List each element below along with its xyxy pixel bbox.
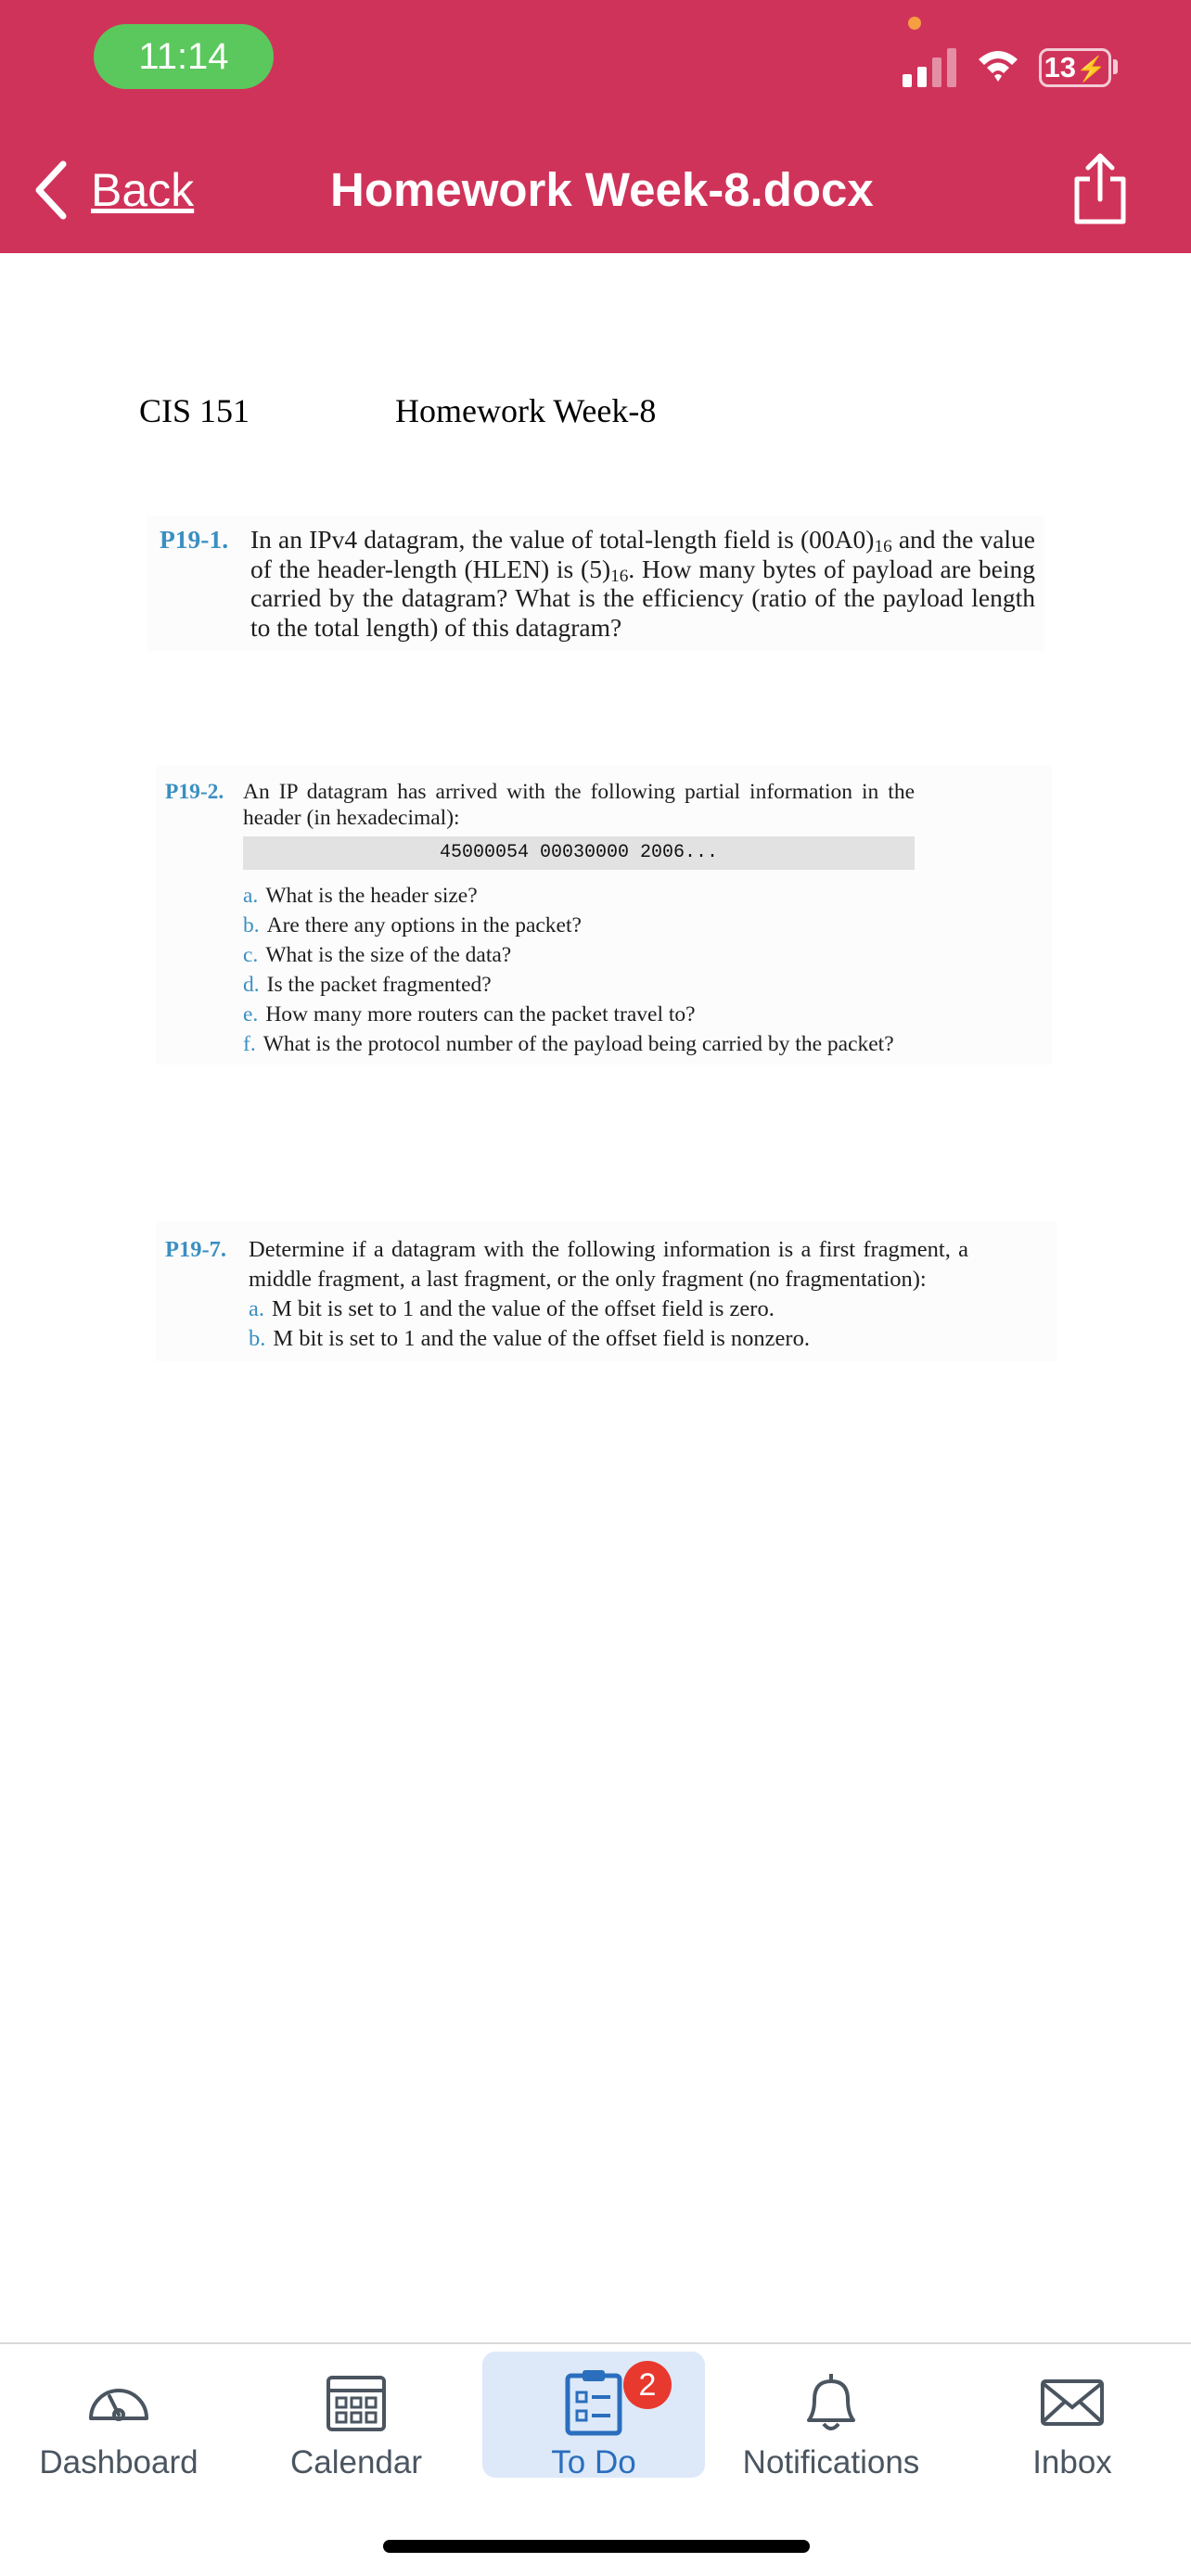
- tab-to-do[interactable]: [482, 2352, 705, 2478]
- wifi-icon: [977, 48, 1019, 85]
- bell-icon: [796, 2366, 866, 2437]
- course-code: CIS 151: [139, 392, 250, 429]
- problem-image-p19-1: [147, 516, 1044, 651]
- document-heading: Homework Week-8: [395, 392, 657, 429]
- battery-percent: 13: [1044, 51, 1077, 83]
- tab-label: To Do: [551, 2444, 636, 2480]
- list-item: a. M bit is set to 1 and the value of the offset field is zero.: [249, 1296, 775, 1321]
- list-item: c. What is the size of the data?: [243, 943, 512, 967]
- home-indicator[interactable]: [383, 2540, 810, 2553]
- list-item: b. M bit is set to 1 and the value of the offset field is nonzero.: [249, 1326, 810, 1351]
- tab-label: Dashboard: [39, 2444, 198, 2480]
- tab-label: Inbox: [1032, 2444, 1112, 2480]
- problem-image-p19-2: [156, 766, 1052, 1065]
- problem-text: An IP datagram has arrived with the following partial information in the header (in hexadecimal):: [243, 780, 915, 830]
- todo-count-badge: 2: [623, 2361, 672, 2409]
- hex-header-value: 45000054 00030000 2006...: [243, 836, 915, 870]
- problem-text: In an IPv4 datagram, the value of total-length field is $(00A0)_{16}$ and the value of the header-length (HLEN) is $(5)_{16}$. How many bytes of payload are being carried by the datagram? What is the efficiency (ratio of the payload length to the total length) of this datagram?: [250, 525, 1035, 642]
- list-item: f. What is the protocol number of the payload being carried by the packet?: [243, 1032, 894, 1056]
- status-time: 11:14: [94, 24, 274, 89]
- tab-notifications[interactable]: [720, 2352, 942, 2478]
- back-label: Back: [91, 164, 195, 216]
- problem-number: P19-1.: [160, 525, 229, 554]
- battery-tip: [1113, 59, 1118, 74]
- problem-text: Determine if a datagram with the following information is a first fragment, a middle fragment, a last fragment, or the only fragment (no fragmentation):: [249, 1237, 968, 1292]
- page-title: Homework Week-8.docx: [330, 163, 874, 216]
- cellular-signal-icon: [903, 48, 958, 87]
- clipboard-checklist-icon: [558, 2366, 629, 2437]
- back-button[interactable]: [32, 158, 194, 223]
- tab-inbox[interactable]: [961, 2352, 1184, 2478]
- charging-bolt-icon: ⚡: [1076, 55, 1107, 83]
- dashboard-gauge-icon: [83, 2366, 154, 2437]
- top-bar: [0, 0, 1191, 253]
- problem-image-p19-7: [156, 1222, 1057, 1361]
- list-item: e. How many more routers can the packet travel to?: [243, 1002, 696, 1027]
- calendar-icon: [321, 2366, 391, 2437]
- list-item: d. Is the packet fragmented?: [243, 973, 492, 997]
- list-item: b. Are there any options in the packet?: [243, 913, 582, 937]
- list-item: a. What is the header size?: [243, 884, 478, 908]
- share-icon[interactable]: [1069, 151, 1131, 225]
- tab-dashboard[interactable]: [7, 2352, 230, 2478]
- envelope-icon: [1037, 2366, 1108, 2437]
- problem-number: P19-2.: [165, 780, 224, 804]
- problem-number: P19-7.: [165, 1237, 226, 1262]
- tab-label: Notifications: [742, 2444, 920, 2480]
- question-list: [249, 1294, 1046, 1354]
- battery-level: [1039, 48, 1111, 87]
- tab-label: Calendar: [289, 2444, 423, 2480]
- question-list: [243, 881, 1041, 1059]
- tab-calendar[interactable]: [245, 2352, 467, 2478]
- privacy-indicator-dot: [908, 17, 921, 30]
- chevron-left-icon: [32, 160, 69, 220]
